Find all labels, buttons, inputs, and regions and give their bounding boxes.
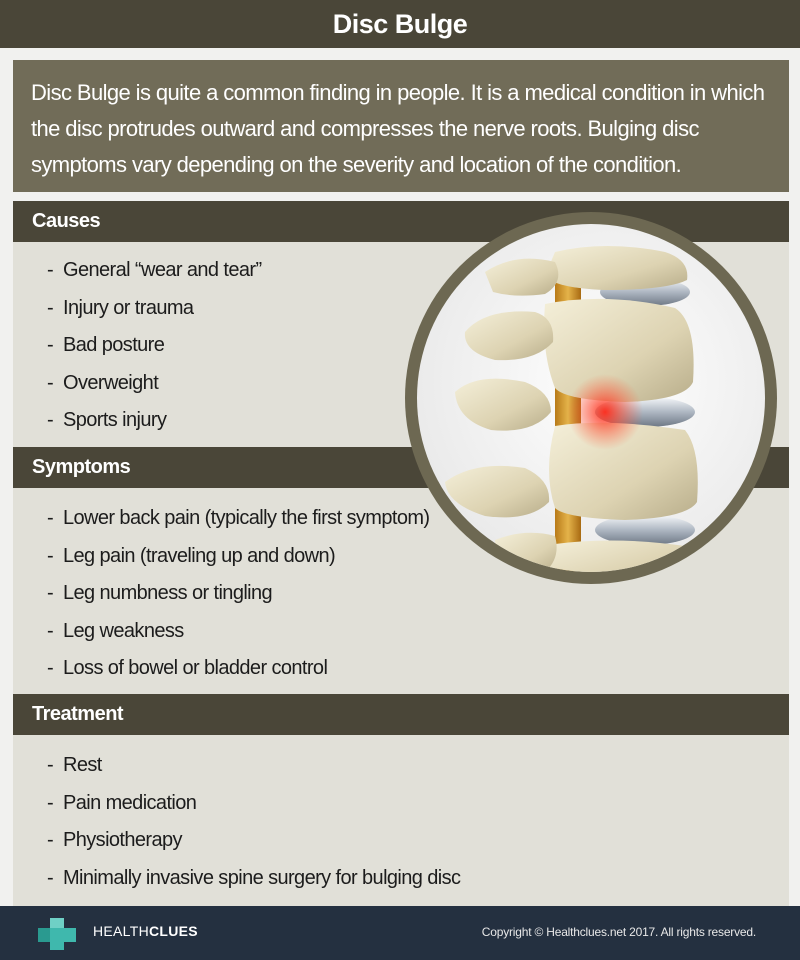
treatment-section <box>13 735 789 906</box>
causes-list <box>47 252 262 440</box>
copyright-text: Copyright © Healthclues.net 2017. All rights reserved. <box>481 925 756 939</box>
list-item: - Physiotherapy <box>47 829 182 852</box>
list-item: - Lower back pain (typically the first symptom) <box>47 507 430 529</box>
list-item: - Loss of bowel or bladder control <box>47 657 328 680</box>
list-item: - Leg weakness <box>47 619 184 642</box>
list-item: - Minimally invasive spine surgery for bulging disc <box>47 866 461 889</box>
footer <box>0 906 800 960</box>
medical-cross-logo-icon <box>36 916 80 957</box>
list-item: - Pain medication <box>47 791 197 814</box>
treatment-heading: Treatment <box>13 694 789 735</box>
symptoms-heading: Symptoms <box>13 447 789 488</box>
list-item: - General “wear and tear” <box>47 259 262 281</box>
list-item: - Leg pain (traveling up and down) <box>47 544 336 567</box>
list-item: - Bad posture <box>47 334 165 357</box>
list-item: - Rest <box>47 754 102 776</box>
symptoms-list <box>47 500 429 688</box>
list-item: - Injury or trauma <box>47 296 194 319</box>
intro-text: Disc Bulge is quite a common finding in people. It is a medical condition in which the disc protrudes outward and compresses the nerve roots. Bulging disc symptoms vary depending on the severity and location of the condition. <box>13 60 789 192</box>
spine-illustration <box>405 212 777 584</box>
list-item: - Leg numbness or tingling <box>47 582 273 605</box>
brand-name: HEALTHCLUES <box>93 923 198 939</box>
list-item: - Sports injury <box>47 409 167 432</box>
causes-heading: Causes <box>13 201 789 242</box>
treatment-list <box>47 747 460 897</box>
list-item: - Overweight <box>47 371 159 394</box>
page-title: Disc Bulge <box>0 0 800 48</box>
